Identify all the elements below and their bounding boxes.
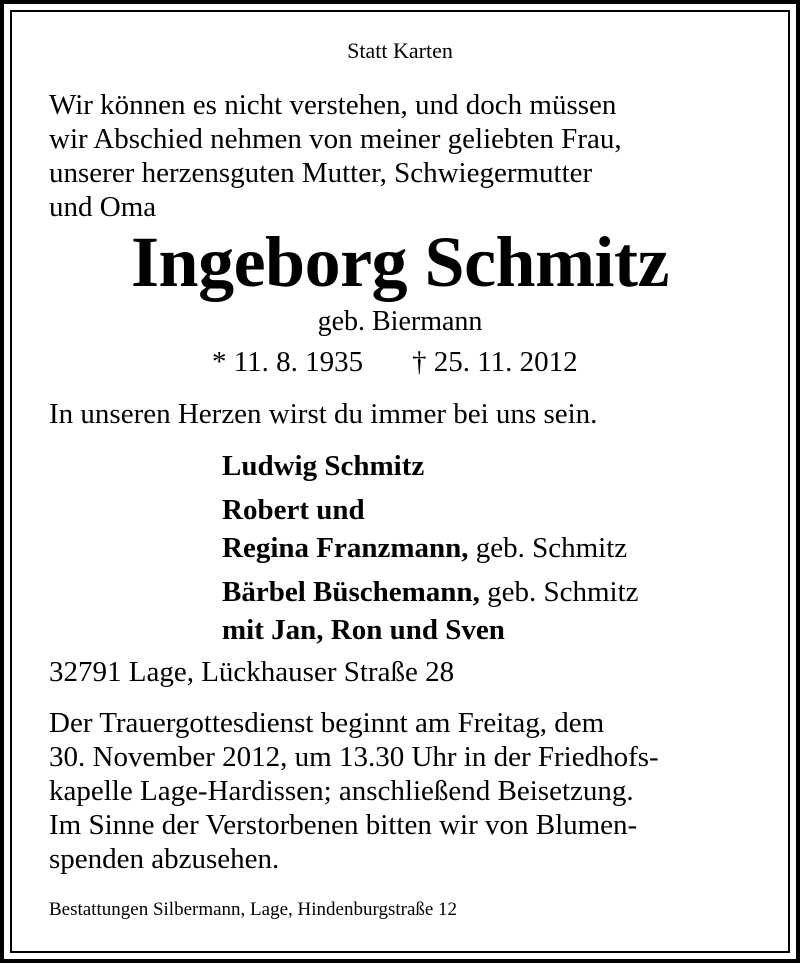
funeral-home-footer: Bestattungen Silbermann, Lage, Hindenburgstraße 12 [49,899,458,920]
notice-header: Statt Karten [347,38,453,63]
death-date: † 25. 11. 2012 [412,346,578,378]
family-member-suffix: geb. Schmitz [479,576,639,608]
intro-text [49,88,622,224]
family-member: Bärbel Büschemann, [222,576,480,608]
intro-line: wir Abschied nehmen von meiner geliebten Frau, [49,123,622,155]
family-signatures [222,447,639,649]
family-member: Regina Franzmann, [222,532,469,564]
intro-line: und Oma [49,191,157,223]
family-member: mit Jan, Ron und Sven [222,614,505,646]
family-member: Ludwig Schmitz [222,450,425,482]
family-member-suffix: geb. Schmitz [468,532,628,564]
intro-line: Wir können es nicht verstehen, und doch müssen [49,89,617,121]
birth-date: * 11. 8. 1935 [212,346,364,378]
service-text [49,706,659,876]
service-line: kapelle Lage-Hardissen; anschließend Beisetzung. [49,775,634,807]
maiden-name: geb. Biermann [317,306,483,337]
address: 32791 Lage, Lückhauser Straße 28 [49,656,455,688]
service-line: Der Trauergottesdienst beginnt am Freitag, dem [49,707,605,739]
service-line: Im Sinne der Verstorbenen bitten wir von Blumen- [49,809,638,841]
family-member: Robert und [222,494,365,526]
intro-line: unserer herzensguten Mutter, Schwiegermutter [49,157,593,189]
motto: In unseren Herzen wirst du immer bei uns sein. [49,398,598,430]
deceased-name: Ingeborg Schmitz [131,222,669,302]
family-member-line [222,529,639,567]
service-line: spenden abzusehen. [49,843,280,875]
family-member-line [222,573,639,611]
service-line: 30. November 2012, um 13.30 Uhr in der Friedhofs- [49,741,659,773]
